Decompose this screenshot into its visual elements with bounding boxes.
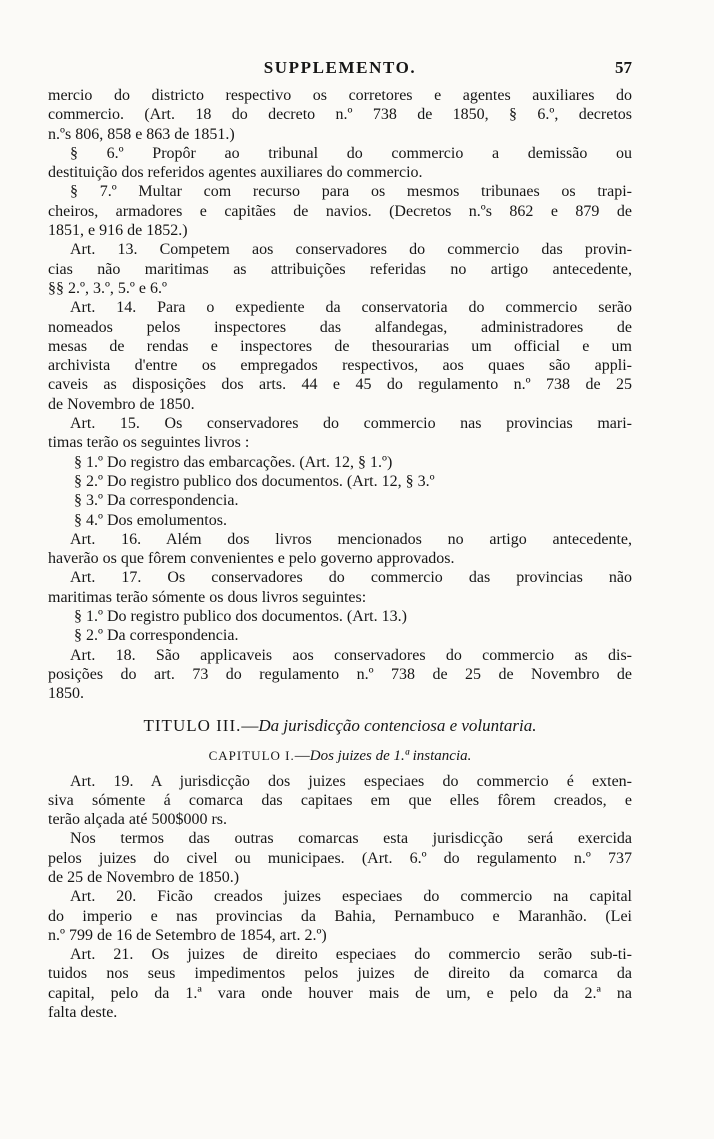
body-text — [48, 86, 632, 1022]
text-line: mercio do districto respectivo os corretores e agentes auxiliares do — [48, 87, 632, 104]
text-line: n.ºs 806, 858 e 863 de 1851.) — [48, 125, 235, 143]
title-label: TITULO III. — [143, 715, 242, 735]
text-line: § 3.º Da correspondencia. — [74, 492, 239, 510]
running-head: SUPPLEMENTO. — [263, 58, 417, 77]
text-line: posições do art. 73 do regulamento n.º 738 de 25 de Novembro de — [48, 665, 632, 683]
text-line: nomeados pelos inspectores das alfandegas, administradores de — [48, 318, 632, 336]
text-line: timas terão os seguintes livros : — [48, 434, 250, 452]
text-line: pelos juizes do civel ou municipaes. (Art. 6.º do regulamento n.º 737 — [48, 849, 632, 867]
page-number: 57 — [615, 58, 632, 77]
text-line: terão alçada até 500$000 rs. — [48, 811, 228, 829]
title-subtitle: Da jurisdicção contenciosa e voluntaria. — [258, 715, 537, 735]
text-line: tuidos nos seus impedimentos pelos juizes de direito da comarca da — [48, 965, 632, 983]
text-line: § 7.º Multar com recurso para os mesmos tribunaes os trapi- — [70, 183, 632, 201]
text-line: mesas de rendas e inspectores de thesourarias um official e um — [48, 337, 632, 355]
text-line: Art. 19. A jurisdicção dos juizes especiaes do commercio é exten- — [70, 772, 632, 790]
title-dash: — — [241, 715, 259, 735]
chapter-label: CAPITULO I. — [208, 747, 295, 763]
text-line: cias não maritimas as attribuições referidas no artigo antecedente, — [48, 260, 632, 278]
chapter-dash: — — [294, 747, 310, 764]
text-line: caveis as disposições dos arts. 44 e 45 do regulamento n.º 738 de 25 — [48, 376, 632, 394]
section-title — [48, 716, 632, 740]
text-line: Art. 15. Os conservadores do commercio nas provincias mari- — [70, 415, 632, 433]
text-line: §§ 2.º, 3.º, 5.º e 6.º — [48, 279, 167, 297]
text-line: Art. 18. São applicaveis aos conservadores do commercio as dis- — [70, 646, 632, 664]
text-line: commercio. (Art. 18 do decreto n.º 738 de 1850, § 6.º, decretos — [48, 106, 632, 124]
text-line: archivista d'entre os empregados respectivos, aos quaes são appli- — [48, 357, 632, 375]
text-line: Nos termos das outras comarcas esta jurisdicção será exercida — [70, 830, 632, 848]
text-line: de 25 de Novembro de 1850.) — [48, 868, 240, 886]
text-line: 1851, e 916 de 1852.) — [48, 222, 188, 240]
text-line: § 2.º Da correspondencia. — [74, 627, 239, 645]
text-line: capital, pelo da 1.ª vara onde houver mais de um, e pelo da 2.ª na — [48, 984, 632, 1002]
page-header — [48, 58, 632, 82]
text-line: n.º 799 de 16 de Setembro de 1854, art. 2.º) — [48, 926, 327, 944]
text-line: do imperio e nas provincias da Bahia, Pernambuco e Maranhão. (Lei — [48, 907, 632, 925]
text-line: destituição dos referidos agentes auxiliares do commercio. — [48, 164, 423, 182]
text-line: § 1.º Do registro das embarcações. (Art. 12, § 1.º) — [74, 453, 393, 471]
text-line: § 4.º Dos emolumentos. — [74, 511, 227, 529]
text-line: de Novembro de 1850. — [48, 395, 195, 413]
text-line: falta deste. — [48, 1004, 118, 1022]
text-line: Art. 21. Os juizes de direito especiaes do commercio serão sub-ti- — [70, 946, 632, 964]
text-line: cheiros, armadores e capitães de navios. (Decretos n.ºs 862 e 879 de — [48, 202, 632, 220]
text-line: Art. 14. Para o expediente da conservatoria do commercio serão — [70, 299, 632, 317]
text-line: siva sómente á comarca das capitaes em que elles fôrem creados, e — [48, 791, 632, 809]
text-line: haverão os que fôrem convenientes e pelo governo approvados. — [48, 550, 455, 568]
text-line: Art. 16. Além dos livros mencionados no artigo antecedente, — [70, 530, 632, 548]
text-line: § 1.º Do registro publico dos documentos. (Art. 13.) — [74, 608, 407, 626]
chapter-subtitle: Dos juizes de 1.ª instancia. — [309, 747, 472, 764]
text-line: Art. 17. Os conservadores do commercio das provincias não — [70, 569, 632, 587]
text-line: § 6.º Propôr ao tribunal do commercio a demissão ou — [70, 144, 632, 162]
chapter-title — [48, 746, 632, 772]
text-line: 1850. — [48, 685, 84, 703]
text-line: Art. 20. Ficão creados juizes especiaes do commercio na capital — [70, 888, 632, 906]
text-line: maritimas terão sómente os dous livros seguintes: — [48, 588, 367, 606]
text-line: § 2.º Do registro publico dos documentos. (Art. 12, § 3.º — [74, 472, 435, 490]
text-line: Art. 13. Competem aos conservadores do commercio das provin- — [70, 241, 632, 259]
